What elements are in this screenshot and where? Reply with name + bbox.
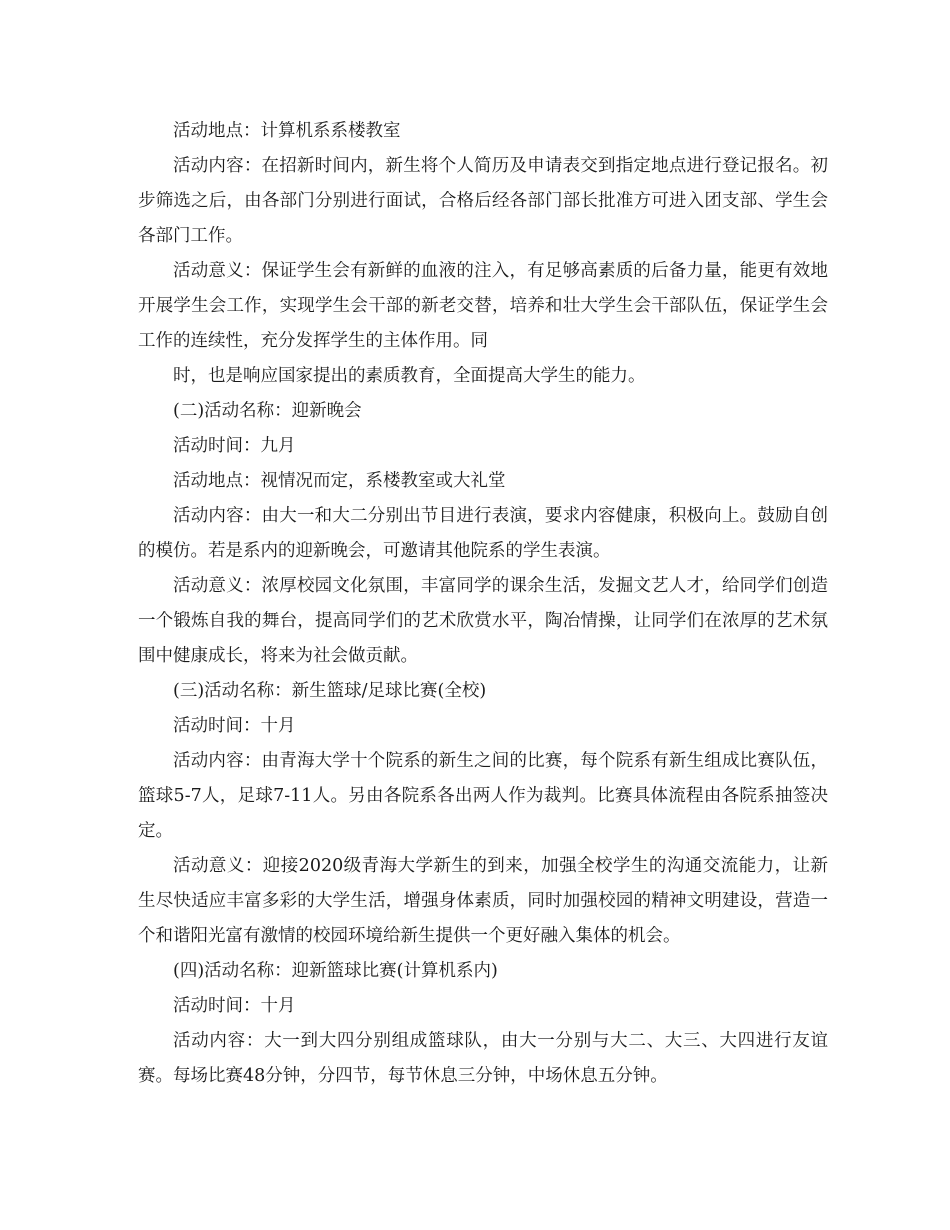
paragraph-meaning-3: 活动意义：迎接2020级青海大学新生的到来，加强全校学生的沟通交流能力，让新生尽快适应丰富多彩的大学生活，增强身体素质，同时加强校园的精神文明建设，营造一个和谐阳光富有激情的校园环境给新生提供一个更好融入集体的机会。 bbox=[138, 856, 828, 946]
paragraph-time-4: 活动时间：十月 bbox=[173, 996, 296, 1016]
paragraph-meaning-2: 活动意义：浓厚校园文化氛围，丰富同学的课余生活，发掘文艺人才，给同学们创造一个锻炼自我的舞台，提高同学们的艺术欣赏水平，陶冶情操，让同学们在浓厚的艺术氛围中健康成长，将来为社会做贡献。 bbox=[138, 576, 828, 666]
paragraph-meaning-1: 活动意义：保证学生会有新鲜的血液的注入，有足够高素质的后备力量，能更有效地开展学生会工作，实现学生会干部的新老交替，培养和壮大学生会干部队伍，保证学生会工作的连续性，充分发挥学生的主体作用。同 bbox=[138, 261, 828, 351]
section-heading-3: (三)活动名称：新生篮球/足球比赛(全校) bbox=[173, 681, 487, 701]
paragraph-content-3: 活动内容：由青海大学十个院系的新生之间的比赛，每个院系有新生组成比赛队伍，篮球5-7人，足球7-11人。另由各院系各出两人作为裁判。比赛具体流程由各院系抽签决定。 bbox=[138, 751, 828, 841]
section-heading-2: (二)活动名称：迎新晚会 bbox=[173, 401, 362, 421]
paragraph-content-4: 活动内容：大一到大四分别组成篮球队，由大一分别与大二、大三、大四进行友谊赛。每场比赛48分钟，分四节，每节休息三分钟，中场休息五分钟。 bbox=[138, 1031, 828, 1086]
paragraph-meaning-1-cont: 时，也是响应国家提出的素质教育，全面提高大学生的能力。 bbox=[173, 366, 646, 386]
paragraph-time-2: 活动时间：九月 bbox=[173, 436, 296, 456]
paragraph-content-1: 活动内容：在招新时间内，新生将个人简历及申请表交到指定地点进行登记报名。初步筛选之后，由各部门分别进行面试，合格后经各部门部长批准方可进入团支部、学生会各部门工作。 bbox=[138, 156, 828, 246]
document-body bbox=[138, 114, 828, 1094]
paragraph-content-2: 活动内容：由大一和大二分别出节目进行表演，要求内容健康，积极向上。鼓励自创的模仿。若是系内的迎新晚会，可邀请其他院系的学生表演。 bbox=[138, 506, 828, 561]
paragraph-venue-1: 活动地点：计算机系系楼教室 bbox=[173, 121, 401, 141]
section-heading-4: (四)活动名称：迎新篮球比赛(计算机系内) bbox=[173, 961, 498, 981]
paragraph-venue-2: 活动地点：视情况而定，系楼教室或大礼堂 bbox=[173, 471, 506, 491]
paragraph-time-3: 活动时间：十月 bbox=[173, 716, 296, 736]
